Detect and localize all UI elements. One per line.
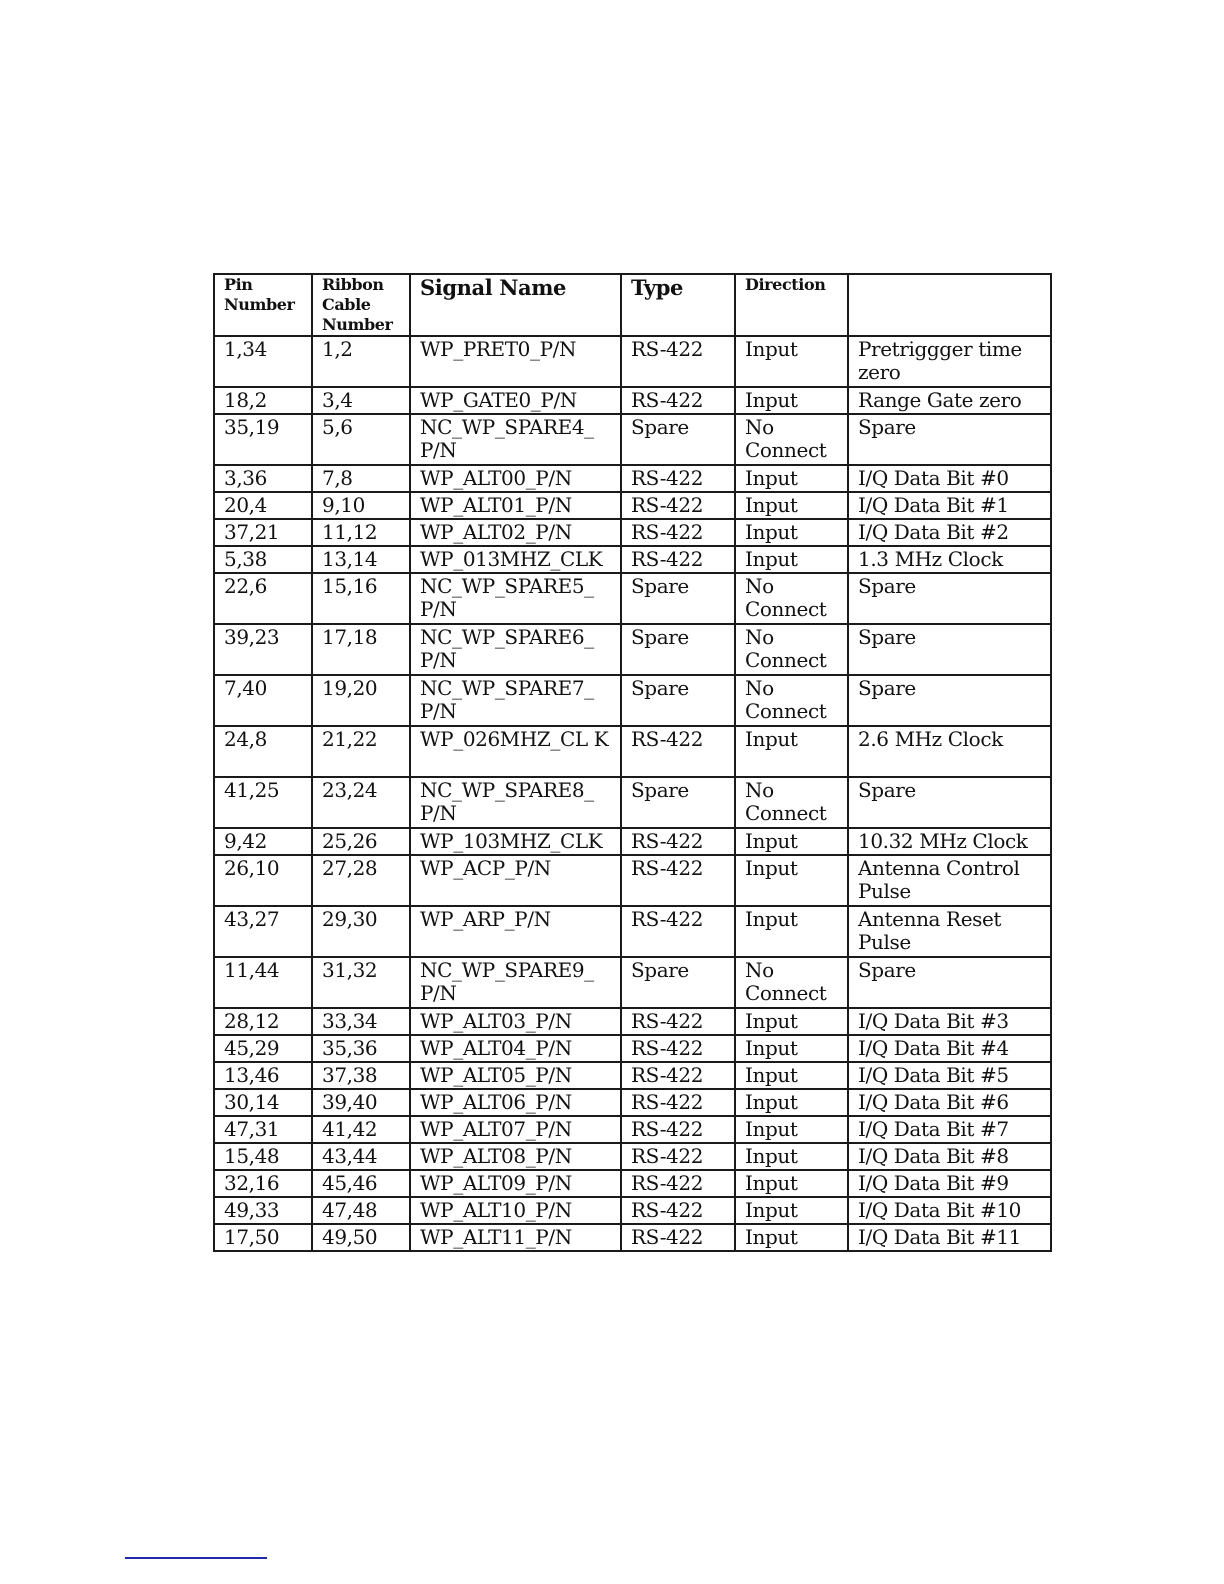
cell-direction: Input <box>735 1116 848 1143</box>
cell-description: 10.32 MHz Clock <box>848 828 1051 855</box>
cell-pin-number: 20,4 <box>214 492 312 519</box>
table-row <box>214 1116 1051 1143</box>
header-ribbon-cable-number: Ribbon Cable Number <box>312 274 410 336</box>
cell-description: I/Q Data Bit #8 <box>848 1143 1051 1170</box>
cell-description: Antenna Reset Pulse <box>848 906 1051 957</box>
cell-pin-number: 5,38 <box>214 546 312 573</box>
cell-type: RS-422 <box>621 1089 735 1116</box>
cell-pin-number: 11,44 <box>214 957 312 1008</box>
table-row <box>214 546 1051 573</box>
cell-ribbon-cable-number: 39,40 <box>312 1089 410 1116</box>
cell-pin-number: 13,46 <box>214 1062 312 1089</box>
cell-type: Spare <box>621 675 735 726</box>
header-type: Type <box>621 274 735 336</box>
table-row <box>214 1008 1051 1035</box>
cell-ribbon-cable-number: 19,20 <box>312 675 410 726</box>
table-row <box>214 1170 1051 1197</box>
cell-pin-number: 47,31 <box>214 1116 312 1143</box>
cell-signal-name: WP_ALT02_P/N <box>410 519 621 546</box>
cell-ribbon-cable-number: 7,8 <box>312 465 410 492</box>
cell-description: I/Q Data Bit #1 <box>848 492 1051 519</box>
cell-direction: No Connect <box>735 414 848 465</box>
cell-description: Spare <box>848 675 1051 726</box>
table-row <box>214 957 1051 1008</box>
header-direction: Direction <box>735 274 848 336</box>
cell-ribbon-cable-number: 25,26 <box>312 828 410 855</box>
cell-ribbon-cable-number: 1,2 <box>312 336 410 387</box>
cell-ribbon-cable-number: 31,32 <box>312 957 410 1008</box>
cell-signal-name: WP_ALT01_P/N <box>410 492 621 519</box>
cell-signal-name: WP_103MHZ_CLK <box>410 828 621 855</box>
table-row <box>214 726 1051 777</box>
cell-description: Range Gate zero <box>848 387 1051 414</box>
cell-direction: Input <box>735 1224 848 1251</box>
cell-signal-name: WP_ALT00_P/N <box>410 465 621 492</box>
table-header <box>214 274 1051 336</box>
table-row <box>214 624 1051 675</box>
cell-direction: Input <box>735 855 848 906</box>
cell-pin-number: 41,25 <box>214 777 312 828</box>
cell-pin-number: 26,10 <box>214 855 312 906</box>
cell-ribbon-cable-number: 5,6 <box>312 414 410 465</box>
cell-pin-number: 28,12 <box>214 1008 312 1035</box>
cell-direction: Input <box>735 828 848 855</box>
cell-direction: Input <box>735 1035 848 1062</box>
cell-pin-number: 39,23 <box>214 624 312 675</box>
cell-type: Spare <box>621 777 735 828</box>
cell-direction: Input <box>735 1170 848 1197</box>
cell-direction: No Connect <box>735 624 848 675</box>
cell-ribbon-cable-number: 23,24 <box>312 777 410 828</box>
table-row <box>214 492 1051 519</box>
table-row <box>214 675 1051 726</box>
cell-direction: Input <box>735 1143 848 1170</box>
table-row <box>214 414 1051 465</box>
cell-ribbon-cable-number: 9,10 <box>312 492 410 519</box>
cell-direction: No Connect <box>735 675 848 726</box>
cell-signal-name: WP_ALT11_P/N <box>410 1224 621 1251</box>
header-description <box>848 274 1051 336</box>
cell-description: 2.6 MHz Clock <box>848 726 1051 777</box>
cell-pin-number: 24,8 <box>214 726 312 777</box>
cell-pin-number: 43,27 <box>214 906 312 957</box>
cell-pin-number: 37,21 <box>214 519 312 546</box>
cell-signal-name: NC_WP_SPARE5_ P/N <box>410 573 621 624</box>
cell-type: RS-422 <box>621 1062 735 1089</box>
table-row <box>214 1143 1051 1170</box>
cell-description: Spare <box>848 624 1051 675</box>
cell-signal-name: NC_WP_SPARE8_ P/N <box>410 777 621 828</box>
cell-description: I/Q Data Bit #11 <box>848 1224 1051 1251</box>
table-row <box>214 777 1051 828</box>
cell-ribbon-cable-number: 33,34 <box>312 1008 410 1035</box>
footnote-separator <box>125 1557 267 1559</box>
cell-pin-number: 18,2 <box>214 387 312 414</box>
cell-type: RS-422 <box>621 1197 735 1224</box>
cell-direction: Input <box>735 546 848 573</box>
cell-direction: Input <box>735 1008 848 1035</box>
cell-ribbon-cable-number: 47,48 <box>312 1197 410 1224</box>
table-row <box>214 1035 1051 1062</box>
header-row <box>214 274 1051 336</box>
cell-pin-number: 9,42 <box>214 828 312 855</box>
cell-type: Spare <box>621 624 735 675</box>
cell-description: I/Q Data Bit #7 <box>848 1116 1051 1143</box>
cell-signal-name: WP_ALT10_P/N <box>410 1197 621 1224</box>
table-row <box>214 1197 1051 1224</box>
cell-direction: Input <box>735 336 848 387</box>
cell-type: RS-422 <box>621 828 735 855</box>
cell-direction: Input <box>735 1197 848 1224</box>
cell-pin-number: 17,50 <box>214 1224 312 1251</box>
table-row <box>214 465 1051 492</box>
cell-signal-name: NC_WP_SPARE9_ P/N <box>410 957 621 1008</box>
cell-ribbon-cable-number: 35,36 <box>312 1035 410 1062</box>
header-pin-number: Pin Number <box>214 274 312 336</box>
cell-signal-name: WP_GATE0_P/N <box>410 387 621 414</box>
cell-ribbon-cable-number: 41,42 <box>312 1116 410 1143</box>
cell-type: RS-422 <box>621 1035 735 1062</box>
cell-signal-name: NC_WP_SPARE6_ P/N <box>410 624 621 675</box>
cell-ribbon-cable-number: 13,14 <box>312 546 410 573</box>
cell-direction: Input <box>735 519 848 546</box>
cell-description: I/Q Data Bit #2 <box>848 519 1051 546</box>
cell-description: 1.3 MHz Clock <box>848 546 1051 573</box>
cell-signal-name: WP_013MHZ_CLK <box>410 546 621 573</box>
cell-signal-name: NC_WP_SPARE4_ P/N <box>410 414 621 465</box>
cell-pin-number: 30,14 <box>214 1089 312 1116</box>
header-signal-name: Signal Name <box>410 274 621 336</box>
cell-description: Spare <box>848 573 1051 624</box>
table-row <box>214 1089 1051 1116</box>
cell-pin-number: 3,36 <box>214 465 312 492</box>
cell-description: I/Q Data Bit #6 <box>848 1089 1051 1116</box>
cell-signal-name: WP_ACP_P/N <box>410 855 621 906</box>
table-row <box>214 519 1051 546</box>
cell-type: RS-422 <box>621 1224 735 1251</box>
cell-signal-name: WP_ALT06_P/N <box>410 1089 621 1116</box>
cell-signal-name: WP_026MHZ_CL K <box>410 726 621 777</box>
table-row <box>214 828 1051 855</box>
cell-description: I/Q Data Bit #0 <box>848 465 1051 492</box>
cell-type: RS-422 <box>621 1170 735 1197</box>
cell-type: RS-422 <box>621 465 735 492</box>
cell-ribbon-cable-number: 29,30 <box>312 906 410 957</box>
cell-direction: Input <box>735 726 848 777</box>
cell-description: I/Q Data Bit #10 <box>848 1197 1051 1224</box>
cell-ribbon-cable-number: 49,50 <box>312 1224 410 1251</box>
table-body <box>214 336 1051 1251</box>
cell-type: RS-422 <box>621 1143 735 1170</box>
cell-type: RS-422 <box>621 726 735 777</box>
cell-type: RS-422 <box>621 492 735 519</box>
cell-type: RS-422 <box>621 1116 735 1143</box>
cell-direction: Input <box>735 492 848 519</box>
cell-type: Spare <box>621 414 735 465</box>
cell-pin-number: 32,16 <box>214 1170 312 1197</box>
cell-pin-number: 35,19 <box>214 414 312 465</box>
cell-signal-name: WP_ALT09_P/N <box>410 1170 621 1197</box>
cell-direction: No Connect <box>735 777 848 828</box>
cell-ribbon-cable-number: 27,28 <box>312 855 410 906</box>
cell-ribbon-cable-number: 37,38 <box>312 1062 410 1089</box>
cell-pin-number: 1,34 <box>214 336 312 387</box>
cell-direction: Input <box>735 387 848 414</box>
cell-pin-number: 22,6 <box>214 573 312 624</box>
cell-description: Spare <box>848 414 1051 465</box>
table-row <box>214 1062 1051 1089</box>
cell-direction: Input <box>735 465 848 492</box>
cell-direction: No Connect <box>735 573 848 624</box>
cell-description: I/Q Data Bit #9 <box>848 1170 1051 1197</box>
table-row <box>214 387 1051 414</box>
cell-signal-name: WP_ALT05_P/N <box>410 1062 621 1089</box>
cell-signal-name: WP_ALT04_P/N <box>410 1035 621 1062</box>
cell-ribbon-cable-number: 17,18 <box>312 624 410 675</box>
cell-type: RS-422 <box>621 855 735 906</box>
cell-ribbon-cable-number: 3,4 <box>312 387 410 414</box>
cell-direction: Input <box>735 906 848 957</box>
cell-pin-number: 49,33 <box>214 1197 312 1224</box>
cell-ribbon-cable-number: 15,16 <box>312 573 410 624</box>
pin-assignment-table <box>213 273 1052 1252</box>
cell-pin-number: 7,40 <box>214 675 312 726</box>
table-row <box>214 573 1051 624</box>
cell-signal-name: WP_ALT07_P/N <box>410 1116 621 1143</box>
cell-description: I/Q Data Bit #3 <box>848 1008 1051 1035</box>
cell-signal-name: WP_ALT08_P/N <box>410 1143 621 1170</box>
cell-description: Pretriggger time zero <box>848 336 1051 387</box>
cell-signal-name: WP_ARP_P/N <box>410 906 621 957</box>
cell-type: RS-422 <box>621 906 735 957</box>
cell-description: Antenna Control Pulse <box>848 855 1051 906</box>
cell-ribbon-cable-number: 43,44 <box>312 1143 410 1170</box>
cell-direction: Input <box>735 1089 848 1116</box>
cell-description: I/Q Data Bit #5 <box>848 1062 1051 1089</box>
table-row <box>214 336 1051 387</box>
cell-direction: No Connect <box>735 957 848 1008</box>
table-row <box>214 1224 1051 1251</box>
cell-type: RS-422 <box>621 1008 735 1035</box>
cell-type: RS-422 <box>621 546 735 573</box>
cell-type: RS-422 <box>621 387 735 414</box>
cell-ribbon-cable-number: 21,22 <box>312 726 410 777</box>
cell-pin-number: 45,29 <box>214 1035 312 1062</box>
cell-signal-name: WP_ALT03_P/N <box>410 1008 621 1035</box>
cell-description: I/Q Data Bit #4 <box>848 1035 1051 1062</box>
table-row <box>214 855 1051 906</box>
cell-type: RS-422 <box>621 336 735 387</box>
cell-type: Spare <box>621 957 735 1008</box>
cell-pin-number: 15,48 <box>214 1143 312 1170</box>
cell-ribbon-cable-number: 45,46 <box>312 1170 410 1197</box>
table-row <box>214 906 1051 957</box>
cell-ribbon-cable-number: 11,12 <box>312 519 410 546</box>
cell-type: Spare <box>621 573 735 624</box>
cell-direction: Input <box>735 1062 848 1089</box>
cell-description: Spare <box>848 957 1051 1008</box>
cell-signal-name: WP_PRET0_P/N <box>410 336 621 387</box>
cell-type: RS-422 <box>621 519 735 546</box>
cell-signal-name: NC_WP_SPARE7_ P/N <box>410 675 621 726</box>
cell-description: Spare <box>848 777 1051 828</box>
